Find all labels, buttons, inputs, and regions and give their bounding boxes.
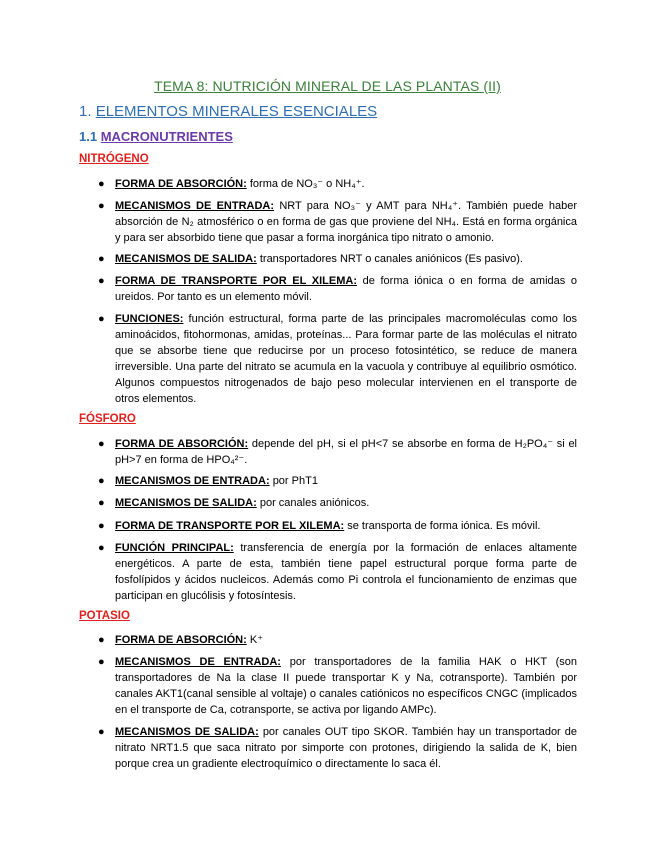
item-label: MECANISMOS DE SALIDA: bbox=[115, 726, 259, 738]
item-label: FORMA DE TRANSPORTE POR EL XILEMA: bbox=[115, 275, 358, 287]
item-label: FORMA DE ABSORCIÓN: bbox=[115, 178, 247, 190]
item-text: forma de NO₃⁻ o NH₄⁺. bbox=[249, 178, 365, 190]
bullet-icon: ● bbox=[98, 542, 105, 554]
item-text: transferencia de energía por la formación de enlaces altamente energéticos. A parte de esta, también tiene papel estructural porque forma parte de fosfolípidos y ácidos nucleicos. Además como Pi controla el funcionamiento de enzimas que participan en glucólisis y fotosíntesis. bbox=[115, 542, 577, 602]
section-heading bbox=[79, 103, 377, 120]
section-number: 1. bbox=[79, 103, 92, 120]
subsection-title: MACRONUTRIENTES bbox=[100, 129, 233, 144]
item-text: por canales OUT tipo SKOR. También hay un transportador de nitrato NRT1.5 que saca nitrato por simporte con protones, dirigiendo la salida de K, bien porque crea un gradiente electroquímico o directamente lo saca él. bbox=[115, 726, 577, 770]
bullet-icon: ● bbox=[98, 520, 105, 532]
item-label: FUNCIÓN PRINCIPAL: bbox=[115, 542, 234, 554]
list-item bbox=[0, 518, 577, 534]
list-item bbox=[0, 632, 577, 648]
bullet-icon: ● bbox=[98, 200, 105, 212]
item-text: por transportadores de la familia HAK o HKT (son transportadores de Na la clase II puede transportar K y Na, cotransporte). También por canales AKT1(canal sensible al voltaje) o canales catiónicos no específicos CNGC (implicados en el transporte de Ca, cotransporte, se activa por ligando AMPc). bbox=[115, 656, 577, 716]
item-text: función estructural, forma parte de las principales macromoléculas como los aminoácidos, fitohormonas, amidas, proteínas... Para formar parte de las moléculas el nitrato que se absorbe tiene que reducirse por un proceso fotosintético, se reduce de manera irreversible. Una parte del nitrato se acumula en la vacuola y contribuye al equilibrio osmótico. Algunos compuestos nitrogenados de bajo peso molecular intervienen en el transporte de otros elementos. bbox=[115, 313, 577, 405]
section-title: ELEMENTOS MINERALES ESENCIALES bbox=[95, 103, 378, 120]
heading-potasio: POTASIO bbox=[79, 610, 130, 622]
heading-nitrogeno: NITRÓGENO bbox=[79, 153, 149, 165]
list-item bbox=[0, 724, 577, 772]
list-item bbox=[0, 495, 577, 511]
bullet-icon: ● bbox=[98, 275, 105, 287]
list-item bbox=[0, 436, 577, 468]
item-text: depende del pH, si el pH<7 se absorbe en forma de H₂PO₄⁻ si el pH>7 en forma de HPO₄²⁻. bbox=[115, 438, 578, 466]
bullet-icon: ● bbox=[98, 475, 105, 487]
bullet-icon: ● bbox=[98, 656, 105, 668]
list-item bbox=[0, 176, 577, 192]
bullet-icon: ● bbox=[98, 497, 105, 509]
list-item bbox=[0, 311, 577, 407]
item-label: MECANISMOS DE SALIDA: bbox=[115, 253, 257, 265]
list-item bbox=[0, 251, 577, 267]
item-text: por PhT1 bbox=[272, 475, 318, 487]
list-item bbox=[0, 473, 577, 489]
item-text: NRT para NO₃⁻ y AMT para NH₄⁺. También puede haber absorción de N₂ atmosférico o en forma de gas que proviene del NH₄. Está en forma orgánica y para ser absorbido tiene que pasar a forma inorgánica tipo nitrato o amonio. bbox=[115, 200, 578, 244]
document-title: TEMA 8: NUTRICIÓN MINERAL DE LAS PLANTAS (II) bbox=[154, 78, 501, 94]
item-label: MECANISMOS DE ENTRADA: bbox=[115, 475, 270, 487]
subsection-heading bbox=[79, 129, 233, 144]
bullet-icon: ● bbox=[98, 726, 105, 738]
item-text: se transporta de forma iónica. Es móvil. bbox=[347, 520, 541, 532]
item-label: FORMA DE ABSORCIÓN: bbox=[115, 438, 249, 450]
item-text: K⁺ bbox=[249, 634, 264, 646]
item-label: MECANISMOS DE SALIDA: bbox=[115, 497, 257, 509]
item-text: de forma iónica o en forma de amidas o ureidos. Por tanto es un elemento móvil. bbox=[115, 275, 577, 303]
item-text: transportadores NRT o canales aniónicos (Es pasivo). bbox=[259, 253, 523, 265]
bullet-icon: ● bbox=[98, 438, 105, 450]
bullet-icon: ● bbox=[98, 313, 105, 325]
subsection-number: 1.1 bbox=[79, 129, 98, 144]
item-label: FUNCIONES: bbox=[115, 313, 184, 325]
item-label: FORMA DE TRANSPORTE POR EL XILEMA: bbox=[115, 520, 345, 532]
bullet-icon: ● bbox=[98, 253, 105, 265]
list-item bbox=[0, 654, 577, 718]
list-item bbox=[0, 540, 577, 604]
bullet-icon: ● bbox=[98, 634, 105, 646]
item-label: MECANISMOS DE ENTRADA: bbox=[115, 656, 281, 668]
list-item bbox=[0, 198, 577, 246]
item-label: FORMA DE ABSORCIÓN: bbox=[115, 634, 247, 646]
list-item bbox=[0, 273, 577, 305]
bullet-icon: ● bbox=[98, 178, 105, 190]
item-text: por canales aniónicos. bbox=[259, 497, 370, 509]
item-label: MECANISMOS DE ENTRADA: bbox=[115, 200, 275, 212]
heading-fosforo: FÓSFORO bbox=[79, 413, 136, 425]
